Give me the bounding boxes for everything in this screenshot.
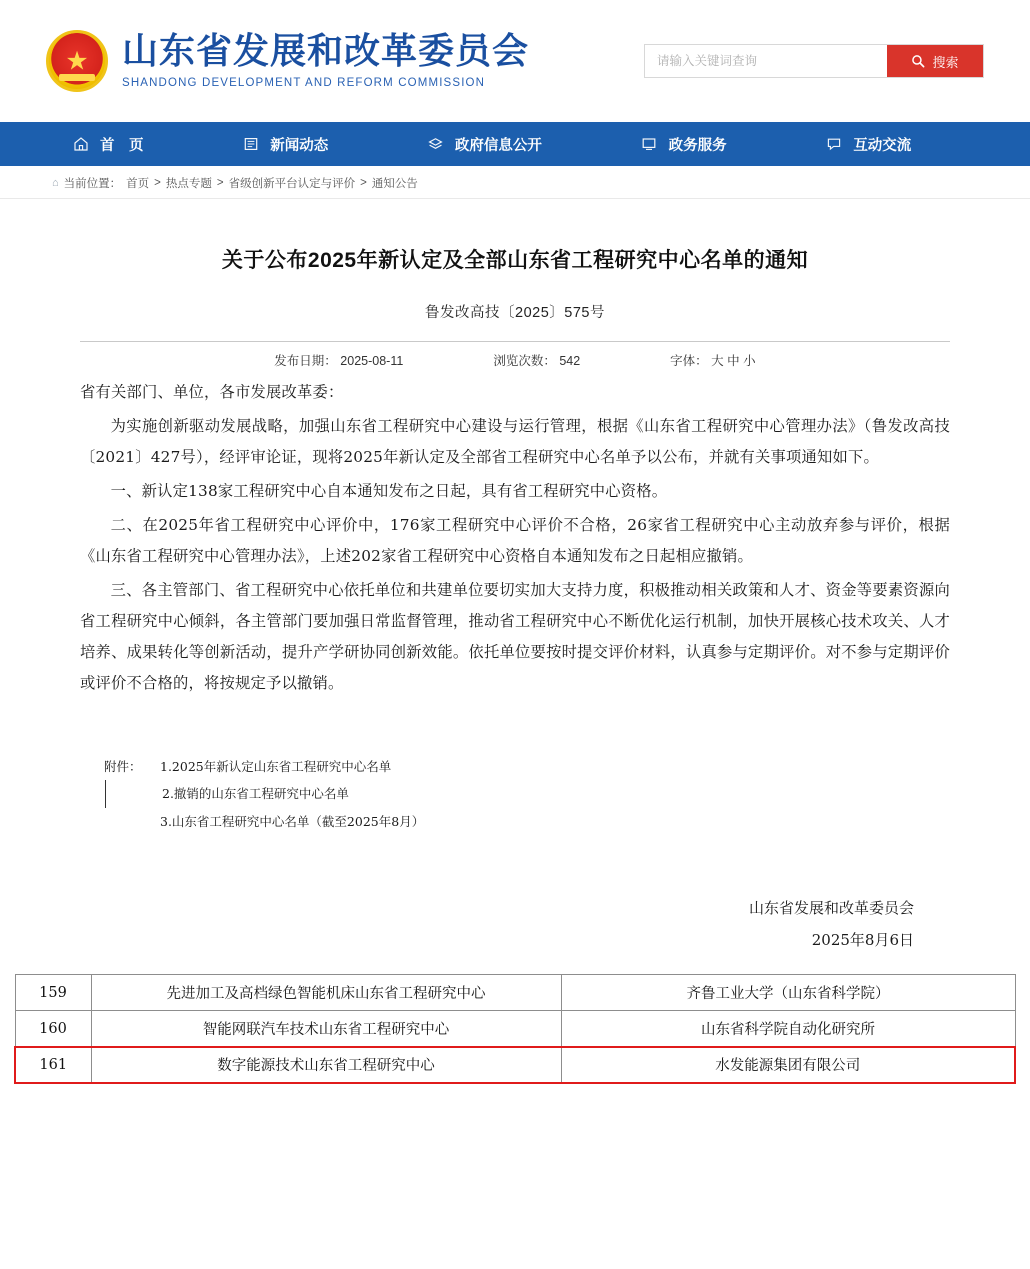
table-row xyxy=(15,1011,1015,1047)
search-icon xyxy=(911,54,925,68)
paragraph-salutation: 省有关部门、单位，各市发展改革委： xyxy=(80,382,344,401)
font-size-large[interactable]: 大 xyxy=(711,353,724,368)
row-center-name: 智能网联汽车技术山东省工程研究中心 xyxy=(91,1011,561,1047)
site-title-cn: 山东省发展和改革委员会 xyxy=(122,29,530,71)
breadcrumb-item-1[interactable]: 热点专题 xyxy=(165,178,212,190)
row-organization: 水发能源集团有限公司 xyxy=(561,1047,1015,1083)
site-logo[interactable] xyxy=(46,30,529,92)
nav-label: 新闻动态 xyxy=(270,137,329,154)
search-button[interactable] xyxy=(887,45,983,77)
breadcrumb-sep: > xyxy=(154,177,161,189)
paragraph-item-1: 一、新认定138家工程研究中心自本通知发布之日起，具有省工程研究中心资格。 xyxy=(110,481,668,500)
site-title-en: SHANDONG DEVELOPMENT AND REFORM COMMISSION xyxy=(122,76,486,89)
paragraph-intro: 为实施创新驱动发展战略，加强山东省工程研究中心建设与运行管理，根据《山东省工程研究中心管理办法》（鲁发改高技〔2021〕427号），经评审论证，现将2025年新认定及全部省工程研究中心名单予以公布，并就有关事项通知如下。 xyxy=(80,416,950,466)
views-group xyxy=(493,351,580,369)
search-input[interactable] xyxy=(645,45,887,77)
signature-org: 山东省发展和改革委员会 xyxy=(748,899,914,918)
attachment-link-3[interactable]: 3.山东省工程研究中心名单（截至2025年8月） xyxy=(160,813,425,829)
nav-item-home[interactable] xyxy=(46,134,216,155)
breadcrumb-prefix: 当前位置： xyxy=(63,178,122,190)
breadcrumb xyxy=(0,166,1030,199)
article-meta xyxy=(80,341,950,369)
paragraph-item-2: 二、在2025年省工程研究中心评价中，176家工程研究中心评价不合格，26家省工程研究中心主动放弃参与评价，根据《山东省工程研究中心管理办法》，上述202家省工程研究中心资格自本通知发布之日起相应撤销。 xyxy=(80,515,950,565)
nav-item-news[interactable] xyxy=(216,134,401,155)
nav-label: 首 页 xyxy=(100,137,144,154)
nav-item-disclosure[interactable] xyxy=(401,134,615,155)
article xyxy=(0,199,1030,956)
service-icon xyxy=(641,136,658,153)
signature xyxy=(80,893,950,956)
main-nav xyxy=(0,122,1030,166)
publish-date-value: 2025-08-11 xyxy=(340,353,404,368)
document-number: 鲁发改高技〔2025〕575号 xyxy=(425,304,605,321)
row-index: 159 xyxy=(15,975,91,1011)
font-size-medium[interactable]: 中 xyxy=(727,353,740,368)
views-value: 542 xyxy=(559,353,581,368)
paragraph-item-3: 三、各主管部门、省工程研究中心依托单位和共建单位要切实加大支持力度，积极推动相关政策和人才、资金等要素资源向省工程研究中心倾斜，各主管部门要加强日常监督管理，推动省工程研究中心不断优化运行机制，加快开展核心技术攻关、人才培养、成果转化等创新活动，提升产学研协同创新效能。依托单位要按时提交评价材料，认真参与定期评价。对不参与定期评价或评价不合格的，将按规定予以撤销。 xyxy=(80,580,950,692)
nav-item-service[interactable] xyxy=(615,134,800,155)
news-icon xyxy=(242,136,259,153)
center-list-table-wrap xyxy=(0,956,1030,1124)
disclosure-icon xyxy=(427,136,444,153)
attachment-row xyxy=(104,753,950,781)
center-list-table xyxy=(14,974,1016,1084)
breadcrumb-sep: > xyxy=(216,177,224,189)
home-icon xyxy=(72,136,89,153)
nav-label: 政务服务 xyxy=(668,137,727,154)
breadcrumb-item-2[interactable]: 省级创新平台认定与评价 xyxy=(228,178,356,190)
nav-item-interaction[interactable] xyxy=(799,134,984,155)
nav-label: 政府信息公开 xyxy=(454,137,542,154)
font-size-label: 字体： xyxy=(670,353,708,368)
attachment-link-2[interactable]: 2.撤销的山东省工程研究中心名单 xyxy=(105,780,950,808)
interaction-icon xyxy=(825,136,842,153)
page-title: 关于公布2025年新认定及全部山东省工程研究中心名单的通知 xyxy=(221,249,809,272)
national-emblem-icon xyxy=(46,30,108,92)
views-label: 浏览次数： xyxy=(493,353,556,368)
article-body xyxy=(80,377,950,699)
publish-date-group xyxy=(274,351,403,369)
site-header xyxy=(0,0,1030,122)
signature-date: 2025年8月6日 xyxy=(811,930,914,949)
attachments-label: 附件： xyxy=(104,758,142,774)
breadcrumb-item-3[interactable]: 通知公告 xyxy=(371,178,418,190)
nav-label: 互动交流 xyxy=(853,137,912,154)
site-titles xyxy=(122,29,530,90)
breadcrumb-item-0[interactable]: 首页 xyxy=(126,178,150,190)
row-center-name: 先进加工及高档绿色智能机床山东省工程研究中心 xyxy=(91,975,561,1011)
attachment-link-1[interactable]: 1.2025年新认定山东省工程研究中心名单 xyxy=(160,758,392,774)
row-index: 160 xyxy=(15,1011,91,1047)
attachments xyxy=(80,753,950,836)
breadcrumb-sep: > xyxy=(360,177,367,189)
row-organization: 山东省科学院自动化研究所 xyxy=(561,1011,1015,1047)
search-button-label: 搜索 xyxy=(932,54,959,70)
breadcrumb-home-icon: ⌂ xyxy=(52,177,59,189)
row-index: 161 xyxy=(15,1047,91,1083)
font-size-small[interactable]: 小 xyxy=(743,353,756,368)
table-row xyxy=(15,975,1015,1011)
search-bar xyxy=(644,44,984,78)
table-row-highlighted xyxy=(15,1047,1015,1083)
row-organization: 齐鲁工业大学（山东省科学院） xyxy=(561,975,1015,1011)
font-size-group xyxy=(670,351,756,369)
row-center-name: 数字能源技术山东省工程研究中心 xyxy=(91,1047,561,1083)
publish-date-label: 发布日期： xyxy=(274,353,337,368)
